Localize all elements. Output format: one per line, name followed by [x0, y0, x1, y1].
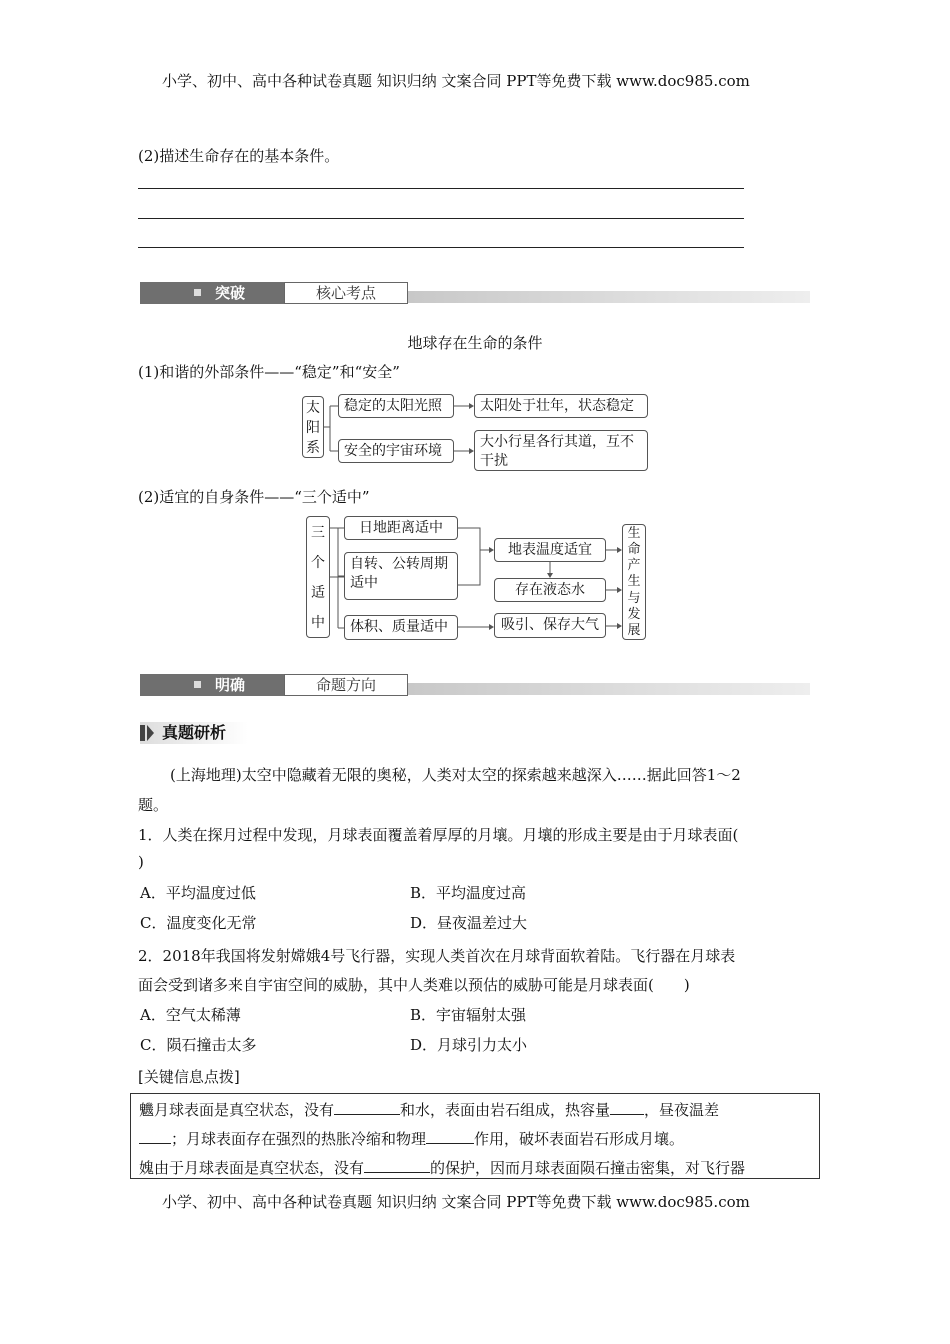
question-2-stem: 面会受到诸多来自宇宙空间的威胁，其中人类难以预估的威胁可能是月球表面( ): [138, 976, 690, 994]
key-line: 媿由于月球表面是真空状态，没有 的保护，因而月球表面陨石撞击密集，对飞行器: [139, 1159, 746, 1177]
section-banner-direction: [140, 674, 810, 696]
page-header: 小学、初中、高中各种试卷真题 知识归纳 文案合同 PPT等免费下载 www.doc985.com: [162, 72, 750, 90]
banner-sublabel: 命题方向: [284, 674, 408, 696]
diagram-node: 太阳处于壮年，状态稳定: [474, 394, 648, 418]
option-a: A．平均温度过低: [140, 884, 256, 902]
section-title: 地球存在生命的条件: [407, 334, 543, 352]
option-c: C．陨石撞击太多: [140, 1036, 257, 1054]
diagram-node: 自转、公转周期适中: [344, 552, 458, 600]
part2-heading: (2)适宜的自身条件——“三个适中”: [138, 488, 370, 506]
diagram-node: 日地距离适中: [344, 516, 458, 540]
diagram-node: 地表温度适宜: [494, 538, 606, 562]
intro-text: (上海地理)太空中隐藏着无限的奥秘，人类对太空的探索越来越深入……据此回答1～2: [170, 766, 741, 784]
question-1-stem: ): [138, 853, 144, 871]
diagram-node: 稳定的太阳光照: [338, 394, 454, 418]
banner-sublabel: 核心考点: [284, 282, 408, 304]
option-a: A．空气太稀薄: [140, 1006, 241, 1024]
key-line: 魕月球表面是真空状态，没有 和水，表面由岩石组成，热容量 ，昼夜温差: [139, 1101, 720, 1119]
diagram-node: 存在液态水: [494, 578, 606, 602]
arrow-icon: [147, 725, 154, 741]
option-b: B．平均温度过高: [410, 884, 527, 902]
option-c: C．温度变化无常: [140, 914, 257, 932]
diagram-node: 体积、质量适中: [344, 615, 458, 640]
intro-text: 题。: [138, 796, 169, 814]
key-line: ；月球表面存在强烈的热胀冷缩和物理 作用，破坏表面岩石形成月壤。: [139, 1128, 684, 1149]
diagram-node: 大小行星各行其道，互不干扰: [474, 430, 648, 471]
option-d: D．月球引力太小: [410, 1036, 528, 1054]
fill-blank: [139, 1129, 171, 1144]
question-2-stem: 2．2018年我国将发射嫦娥4号飞行器，实现人类首次在月球背面软着陆。飞行器在月球表: [138, 947, 736, 965]
page-footer: 小学、初中、高中各种试卷真题 知识归纳 文案合同 PPT等免费下载 www.doc985.com: [162, 1193, 750, 1211]
fill-blank: [364, 1158, 430, 1173]
diagram-node: 吸引、保存大气: [494, 613, 606, 638]
option-b: B．宇宙辐射太强: [410, 1006, 527, 1024]
banner-label: 明确: [215, 676, 246, 694]
key-info-title: [关键信息点拨]: [138, 1068, 240, 1086]
zhenti-heading: 真题研析: [140, 722, 248, 744]
bar-icon: [140, 725, 145, 741]
question-1-stem: 1．人类在探月过程中发现，月球表面覆盖着厚厚的月壤。月壤的形成主要是由于月球表面(: [138, 826, 739, 844]
diagram-result-life: 生 命 产 生 与 发 展: [622, 524, 646, 640]
question-prompt: (2)描述生命存在的基本条件。: [138, 147, 340, 165]
option-d: D．昼夜温差过大: [410, 914, 528, 932]
fill-blank: [334, 1100, 400, 1115]
fill-blank: [610, 1100, 644, 1115]
diagram-root-solar-system: 太 阳 系: [302, 396, 324, 458]
square-bullet-icon: [194, 681, 201, 688]
part1-heading: (1)和谐的外部条件——“稳定”和“安全”: [138, 363, 400, 381]
diagram-root-three-moderate: 三 个 适 中: [306, 516, 330, 638]
key-info-box: [130, 1093, 820, 1179]
fill-blank: [426, 1129, 474, 1144]
banner-label: 突破: [215, 284, 246, 302]
diagram-node: 安全的宇宙环境: [338, 439, 454, 463]
